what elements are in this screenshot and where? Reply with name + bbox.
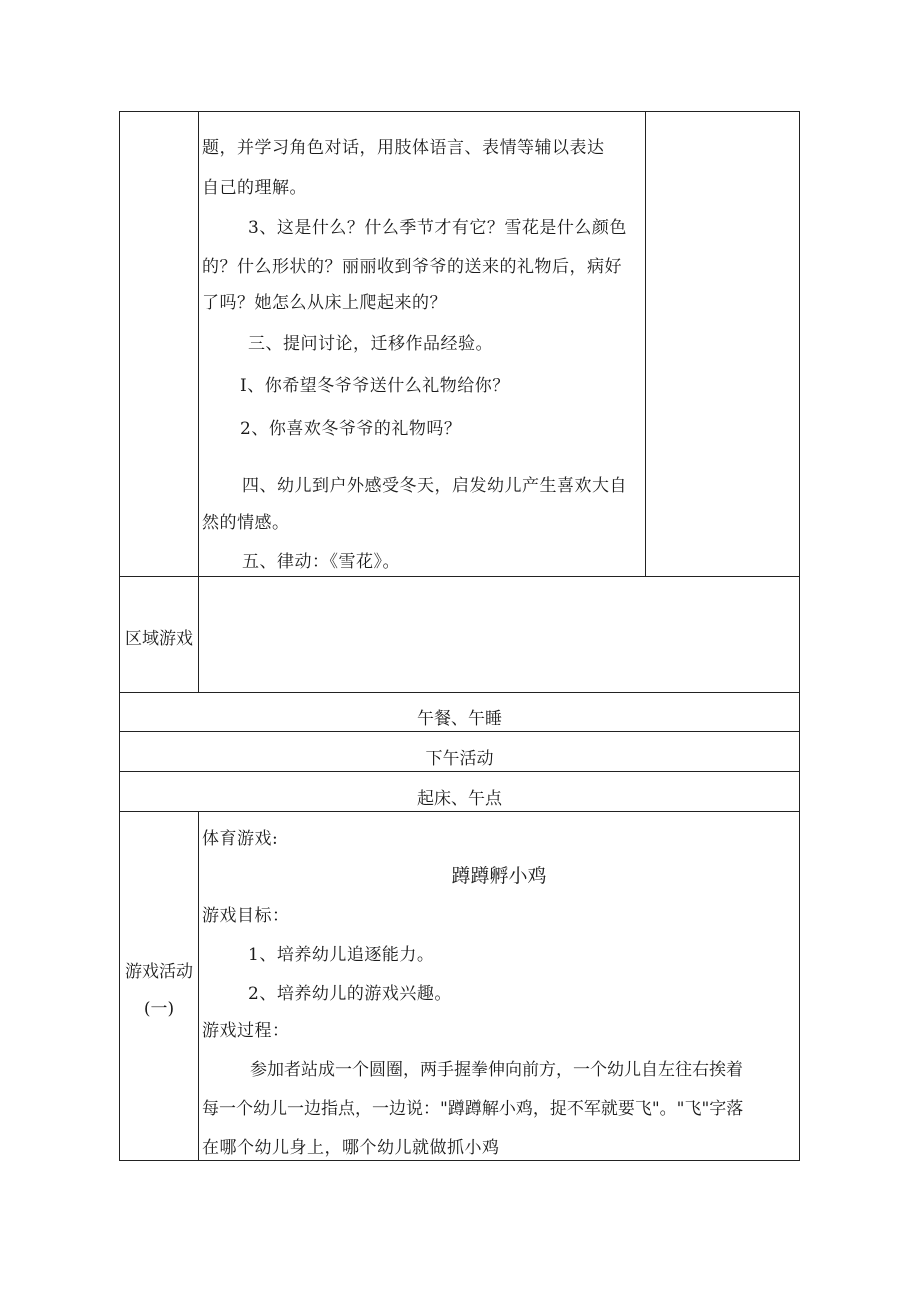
lesson-text-line: 三、提问讨论，迁移作品经验。 [248,334,493,354]
table-border-right [799,111,800,1161]
schedule-row-afternoon: 下午活动 [425,749,494,769]
process-text-line: 参加者站成一个圆圈，两手握拳伸向前方，一个幼儿自左往右挨着 [250,1060,743,1080]
lesson-text-line: 然的情感。 [202,513,290,533]
game-activity-label: 游戏活动 [125,962,193,982]
table-border-bottom [119,1160,800,1161]
area-game-label: 区域游戏 [125,629,193,649]
process-text-line: 每一个幼儿一边指点，一边说："蹲蹲解小鸡，捉不军就要飞"。"飞"字落 [202,1099,744,1119]
row-divider-5 [119,811,800,812]
goals-heading: 游戏目标： [202,906,290,926]
lesson-text-line: 了吗？她怎么从床上爬起来的？ [202,293,447,313]
goal-item: 2、培养幼儿的游戏兴趣。 [248,984,452,1004]
game-heading: 体育游戏: [202,829,279,849]
lesson-text-line: 2、你喜欢冬爷爷的礼物吗？ [240,419,462,439]
table-divider-label-col-top [198,111,199,692]
game-title: 蹲蹲孵小鸡 [451,865,547,887]
lesson-text-line: 四、幼儿到户外感受冬天，启发幼儿产生喜欢大自 [242,476,627,496]
schedule-row-lunch-nap: 午餐、午睡 [417,709,502,729]
schedule-row-wake-snack: 起床、午点 [417,789,502,809]
lesson-text-line: 的？什么形状的？丽丽收到爷爷的送来的礼物后，病好 [202,257,622,277]
lesson-text-line: 3、这是什么？什么季节才有它？雪花是什么颜色 [248,218,627,238]
lesson-text-line: I、你希望冬爷爷送什么礼物给你？ [240,376,510,396]
lesson-text-line: 五、律动：《雪花》。 [242,552,400,572]
table-divider-label-col-bottom [198,811,199,1161]
goal-item: 1、培养幼儿追逐能力。 [248,945,435,965]
lesson-text-line: 题，并学习角色对话，用肢体语言、表情等辅以表达 [202,138,605,158]
table-divider-notes-col [645,111,646,576]
lesson-text-line: 自己的理解。 [202,178,307,198]
table-border-top [119,111,800,112]
row-divider-3 [119,731,800,732]
row-divider-1 [119,576,800,577]
process-heading: 游戏过程： [202,1021,290,1041]
process-text-line: 在哪个幼儿身上，哪个幼儿就做抓小鸡 [202,1138,500,1158]
game-activity-sublabel: (一) [143,999,175,1019]
row-divider-2 [119,692,800,693]
row-divider-4 [119,771,800,772]
